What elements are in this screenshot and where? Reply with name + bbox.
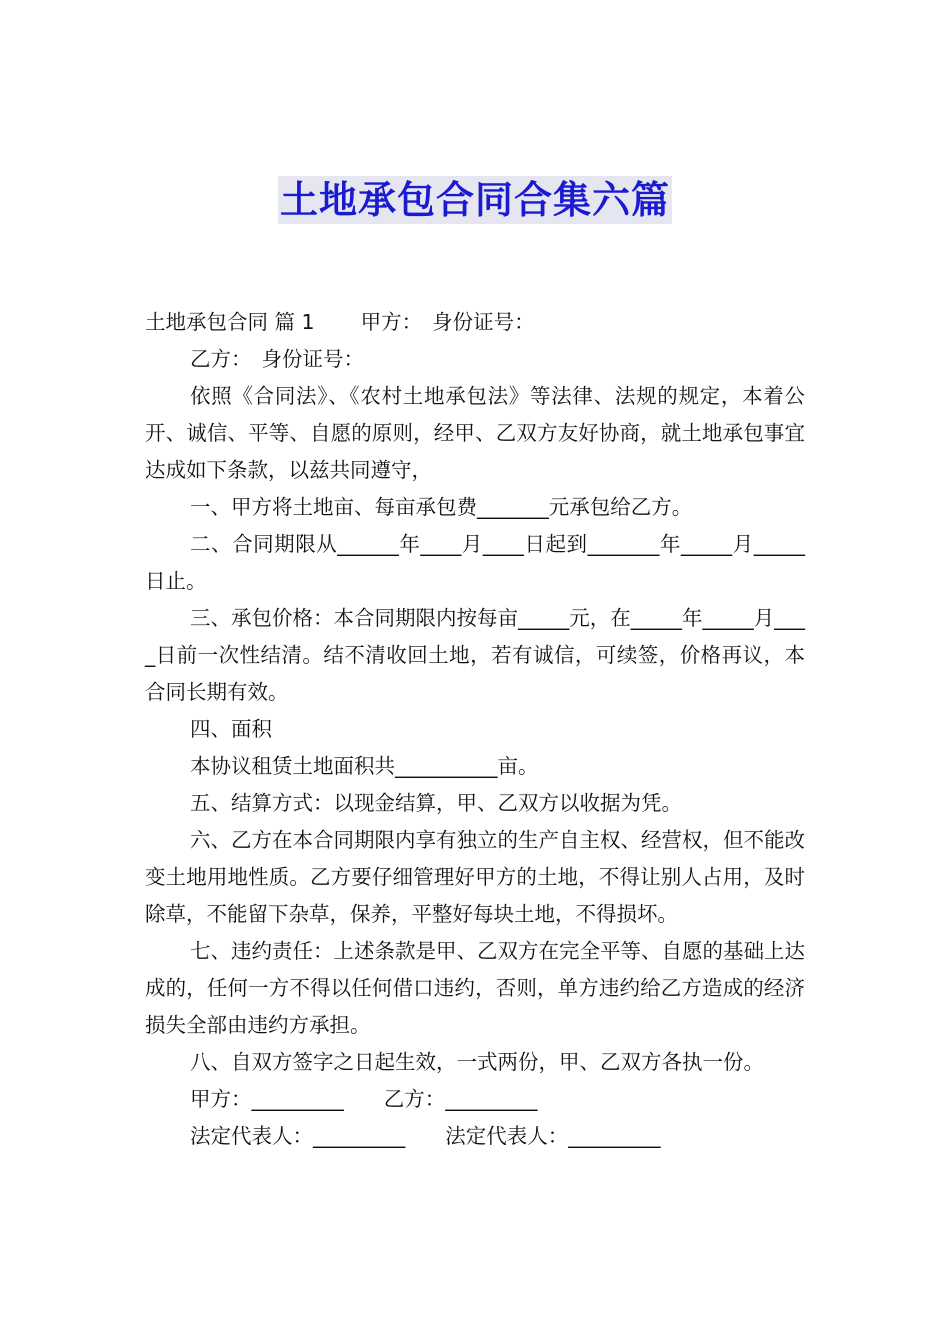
signature-rep-a: 法定代表人：_________ <box>190 1124 406 1148</box>
signature-party-b: 乙方：_________ <box>383 1087 538 1111</box>
party-b-line <box>145 341 805 378</box>
signature-line-representatives <box>145 1118 805 1155</box>
intro-paragraph: 依照《合同法》、《农村土地承包法》等法律、法规的规定，本着公开、诚信、平等、自愿的原则，经甲、乙双方友好协商，就土地承包事宜达成如下条款，以兹共同遵守， <box>145 384 805 482</box>
clause-3: 三、承包价格：本合同期限内按每亩_____元，在_____年_____月____日前一次性结清。结不清收回土地，若有诚信，可续签，价格再议，本合同长期有效。 <box>145 606 805 704</box>
clause-2: 二、合同期限从______年____月____日起到_______年_____月_____日止。 <box>145 532 805 593</box>
signature-line-parties <box>145 1081 805 1118</box>
contract-section-label: 土地承包合同 篇 1 <box>145 310 315 334</box>
party-b-id-label: 身份证号： <box>261 347 364 371</box>
clause-5: 五、结算方式：以现金结算，甲、乙双方以收据为凭。 <box>190 791 682 815</box>
party-a-label: 甲方： <box>360 310 423 334</box>
party-b-label: 乙方： <box>190 347 252 371</box>
title-container <box>0 176 950 224</box>
clause-1: 一、甲方将土地亩、每亩承包费_______元承包给乙方。 <box>190 495 693 519</box>
document-title: 土地承包合同合集六篇 <box>279 178 670 222</box>
signature-rep-b: 法定代表人：_________ <box>445 1124 661 1148</box>
contract-heading-line <box>145 304 805 341</box>
clause-8: 八、自双方签字之日起生效，一式两份，甲、乙双方各执一份。 <box>190 1050 764 1074</box>
clause-6: 六、乙方在本合同期限内享有独立的生产自主权、经营权，但不能改变土地用地性质。乙方要仔细管理好甲方的土地，不得让别人占用，及时除草，不能留下杂草，保养，平整好每块土地，不得损坏。 <box>145 828 805 926</box>
clause-7: 七、违约责任：上述条款是甲、乙双方在完全平等、自愿的基础上达成的，任何一方不得以任何借口违约，否则，单方违约给乙方造成的经济损失全部由违约方承担。 <box>145 939 805 1037</box>
signature-party-a: 甲方：_________ <box>190 1087 344 1111</box>
clause-4-title: 四、面积 <box>190 717 272 741</box>
clause-4-body: 本协议租赁土地面积共__________亩。 <box>190 754 539 778</box>
document-body <box>145 304 805 1155</box>
party-a-id-label: 身份证号： <box>432 310 535 334</box>
